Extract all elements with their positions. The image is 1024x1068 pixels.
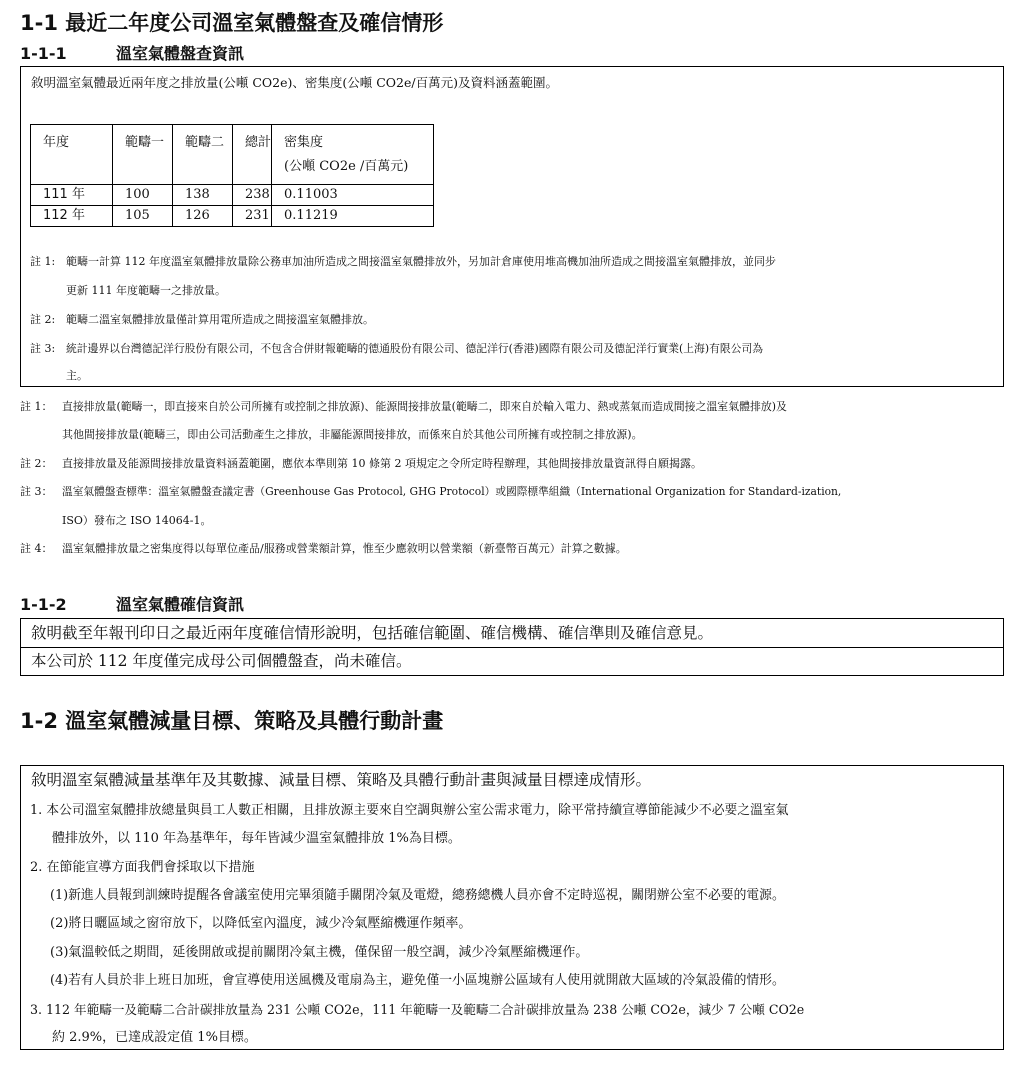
assurance-status: 本公司於 112 年度僅完成母公司個體盤查，尚未確信。 <box>31 652 412 670</box>
row-scope1: 100 <box>113 185 173 206</box>
row-year: 112 年 <box>31 206 113 227</box>
table-header-row <box>31 125 434 185</box>
header-density-label: 密集度 <box>284 135 324 150</box>
note-label: 註 3： <box>20 485 53 498</box>
note-text: 溫室氣體盤查標準：溫室氣體盤查議定書（Greenhouse Gas Protocol, GHG Protocol）或國際標準組織（International Organization for Standard-ization, <box>62 485 842 498</box>
section-1-2-title: 1-2 溫室氣體減量目標、策略及具體行動計畫 <box>20 709 444 733</box>
header-scope1: 範疇一 <box>113 125 173 185</box>
reduction-description: 敘明溫室氣體減量基準年及其數據、減量目標、策略及具體行動計畫與減量目標達成情形。 <box>31 771 652 789</box>
row-density: 0.11003 <box>272 185 434 206</box>
ghg-assurance-box <box>20 618 1004 676</box>
row-scope2: 138 <box>173 185 233 206</box>
row-year: 111 年 <box>31 185 113 206</box>
box-note-text: 統計邊界以台灣德記洋行股份有限公司，不包含合併財報範疇的德通股份有限公司、德記洋行(香港)國際有限公司及德記洋行實業(上海)有限公司為 <box>66 342 764 355</box>
note-text: 溫室氣體排放量之密集度得以每單位產品/服務或營業額計算，惟至少應敘明以營業額（新臺幣百萬元）計算之數據。 <box>62 542 627 555</box>
header-scope2: 範疇二 <box>173 125 233 185</box>
reduction-line: 2. 在節能宣導方面我們會採取以下措施 <box>30 860 255 875</box>
box-note-label: 註 3: <box>30 342 56 355</box>
box-note-text: 範疇一計算 112 年度溫室氣體排放量除公務車加油所造成之間接溫室氣體排放外，另加計倉庫使用堆高機加油所造成之間接溫室氣體排放，並同步 <box>66 255 776 268</box>
note-text: 其他間接排放量(範疇三，即由公司活動產生之排放，非屬能源間接排放，而係來自於其他公司所擁有或控制之排放源)。 <box>62 428 643 441</box>
section-1-1-2-title: 溫室氣體確信資訊 <box>116 595 245 614</box>
reduction-line: 3. 112 年範疇一及範疇二合計碳排放量為 231 公噸 CO2e，111 年範疇一及範疇二合計碳排放量為 238 公噸 CO2e，減少 7 公噸 CO2e <box>30 1002 805 1017</box>
row-total: 231 <box>233 206 272 227</box>
row-total: 238 <box>233 185 272 206</box>
reduction-line: 約 2.9%，已達成設定值 1%目標。 <box>52 1030 257 1045</box>
ghg-emissions-table <box>30 124 434 227</box>
note-label: 註 2： <box>20 457 53 470</box>
note-text: 直接排放量及能源間接排放量資料涵蓋範圍，應依本準則第 10 條第 2 項規定之令所定時程辦理，其他間接排放量資訊得自願揭露。 <box>62 457 702 470</box>
reduction-line: 體排放外，以 110 年為基準年，每年皆減少溫室氣體排放 1%為目標。 <box>52 831 461 846</box>
table-row <box>31 206 434 227</box>
box-note-label: 註 2: <box>30 313 56 326</box>
reduction-line: (4)若有人員於非上班日加班，會宣導使用送風機及電扇為主，避免僅一小區塊辦公區域有人使用就開啟大區域的冷氣設備的情形。 <box>50 973 785 988</box>
note-text: ISO）發布之 ISO 14064-1。 <box>62 514 212 527</box>
section-1-1-1-number: 1-1-1 <box>20 44 67 63</box>
row-density: 0.11219 <box>272 206 434 227</box>
note-label: 註 4： <box>20 542 53 555</box>
box-note-label: 註 1: <box>30 255 56 268</box>
section-1-1-1-heading <box>20 44 244 64</box>
header-total: 總計 <box>233 125 272 185</box>
reduction-line: (2)將日曬區域之窗帘放下，以降低室內溫度，減少冷氣壓縮機運作頻率。 <box>50 916 472 931</box>
box-note-text: 範疇二溫室氣體排放量僅計算用電所造成之間接溫室氣體排放。 <box>66 313 374 326</box>
box-note-text: 更新 111 年度範疇一之排放量。 <box>66 284 226 297</box>
ghg-inventory-description: 敘明溫室氣體最近兩年度之排放量(公噸 CO2e)、密集度(公噸 CO2e/百萬元)及資料涵蓋範圍。 <box>31 75 558 90</box>
reduction-line: (3)氣溫較低之期間，延後開啟或提前關閉冷氣主機，僅保留一般空調，減少冷氣壓縮機運作。 <box>50 945 589 960</box>
header-density <box>272 125 434 185</box>
reduction-line: 1. 本公司溫室氣體排放總量與員工人數正相關，且排放源主要來自空調與辦公室公需求電力，除平常持續宣導節能減少不必要之溫室氣 <box>30 803 789 818</box>
row-scope1: 105 <box>113 206 173 227</box>
assurance-description: 敘明截至年報刊印日之最近兩年度確信情形說明，包括確信範圍、確信機構、確信準則及確信意見。 <box>21 619 1003 648</box>
row-scope2: 126 <box>173 206 233 227</box>
table-row <box>31 185 434 206</box>
note-label: 註 1： <box>20 400 53 413</box>
box-note-text: 主。 <box>66 369 88 382</box>
section-1-1-2-number: 1-1-2 <box>20 595 67 614</box>
header-year: 年度 <box>31 125 113 185</box>
section-1-1-1-title: 溫室氣體盤查資訊 <box>116 44 245 63</box>
header-density-unit: (公噸 CO2e /百萬元) <box>284 159 409 174</box>
section-1-1-title: 1-1 最近二年度公司溫室氣體盤查及確信情形 <box>20 11 444 35</box>
note-text: 直接排放量(範疇一，即直接來自於公司所擁有或控制之排放源)、能源間接排放量(範疇二，即來自於輸入電力、熱或蒸氣而造成間接之溫室氣體排放)及 <box>62 400 787 413</box>
reduction-line: (1)新進人員報到訓練時提醒各會議室使用完畢須隨手關閉冷氣及電燈，總務總機人員亦會不定時巡視，關閉辦公室不必要的電源。 <box>50 888 785 903</box>
section-1-1-2-heading <box>20 595 244 615</box>
